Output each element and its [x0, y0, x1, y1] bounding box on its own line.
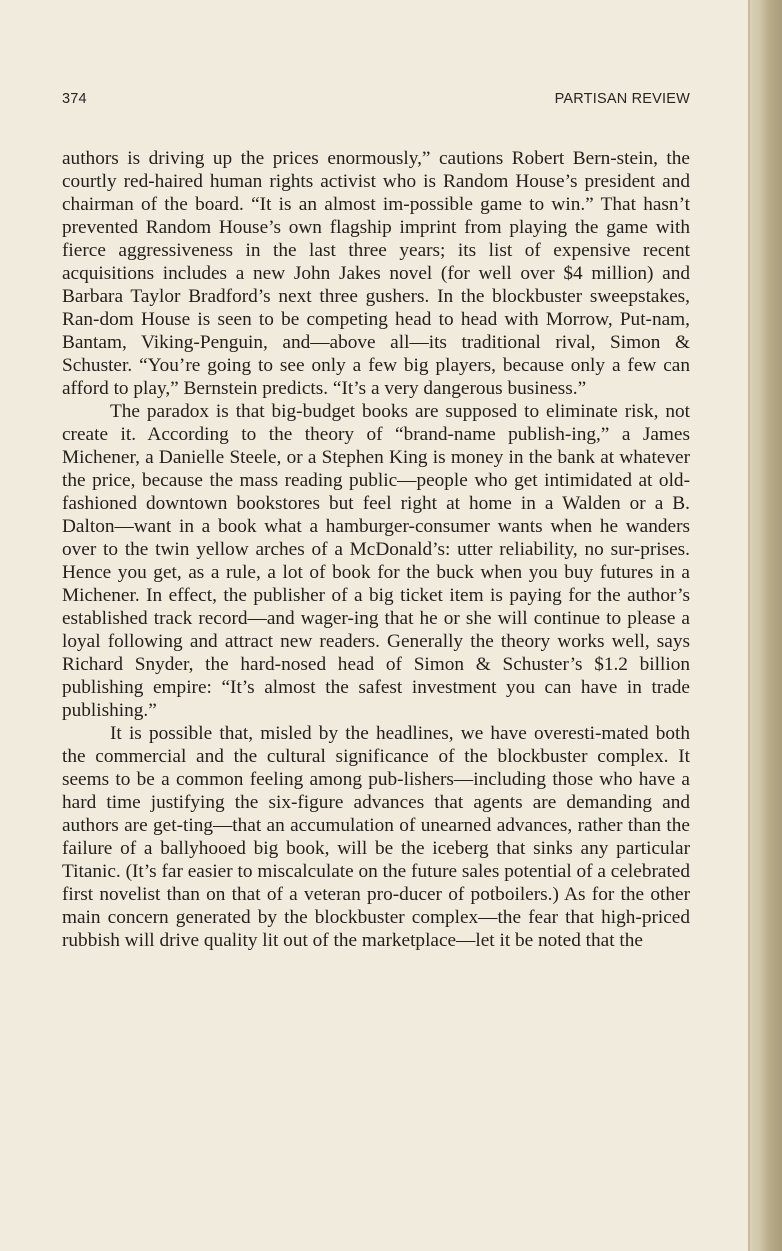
page-header — [62, 91, 690, 111]
body-text — [62, 147, 690, 952]
paragraph-brand-name-theory: The paradox is that big-budget books are supposed to eliminate risk, not create it. According to the theory of “brand-name publish-ing,” a James Michener, a Danielle Steele, or a Stephen King is money in the bank at whatever the price, because the mass reading public—people who get intimidated at old-fashioned downtown bookstores but feel right at home in a Walden or a B. Dalton—want in a book what a hamburger-consumer wants when he wanders over to the twin yellow arches of a McDonald’s: utter reliability, no sur-prises. Hence you get, as a rule, a lot of book for the buck when you buy futures in a Michener. In effect, the publisher of a big ticket item is paying for the author’s established track record—and wager-ing that he or she will continue to please a loyal following and attract new readers. Generally the theory works well, says Richard Snyder, the hard-nosed head of Simon & Schuster’s $1.2 billion publishing empire: “It’s almost the safest investment you can have in trade publishing.” — [62, 401, 690, 721]
page-number: 374 — [62, 91, 87, 107]
page-gutter-line — [748, 0, 750, 1251]
running-title: PARTISAN REVIEW — [554, 91, 690, 107]
paragraph-blockbuster-significance: It is possible that, misled by the headlines, we have overesti-mated both the commercial and the cultural significance of the blockbuster complex. It seems to be a common feeling among pub-lishers—including those who have a hard time justifying the six-figure advances that agents are demanding and authors are get-ting—that an accumulation of unearned advances, rather than the failure of a ballyhooed big book, will be the iceberg that sinks any particular Titanic. (It’s far easier to miscalculate on the future sales potential of a celebrated first novelist than on that of a veteran pro-ducer of potboilers.) As for the other main concern generated by the blockbuster complex—the fear that high-priced rubbish will drive quality lit out of the marketplace—let it be noted that the — [62, 723, 690, 951]
paragraph-continuation: authors is driving up the prices enormously,” cautions Robert Bern-stein, the courtly red-haired human rights activist who is Random House’s president and chairman of the board. “It is an almost im-possible game to win.” That hasn’t prevented Random House’s own flagship imprint from playing the game with fierce aggressiveness in the last three years; its list of expensive recent acquisitions includes a new John Jakes novel (for well over $4 million) and Barbara Taylor Bradford’s next three gushers. In the blockbuster sweepstakes, Ran-dom House is seen to be competing head to head with Morrow, Put-nam, Bantam, Viking-Penguin, and—above all—its traditional rival, Simon & Schuster. “You’re going to see only a few big players, because only a few can afford to play,” Bernstein predicts. “It’s a very dangerous business.” — [62, 148, 690, 399]
page-edge — [748, 0, 782, 1251]
